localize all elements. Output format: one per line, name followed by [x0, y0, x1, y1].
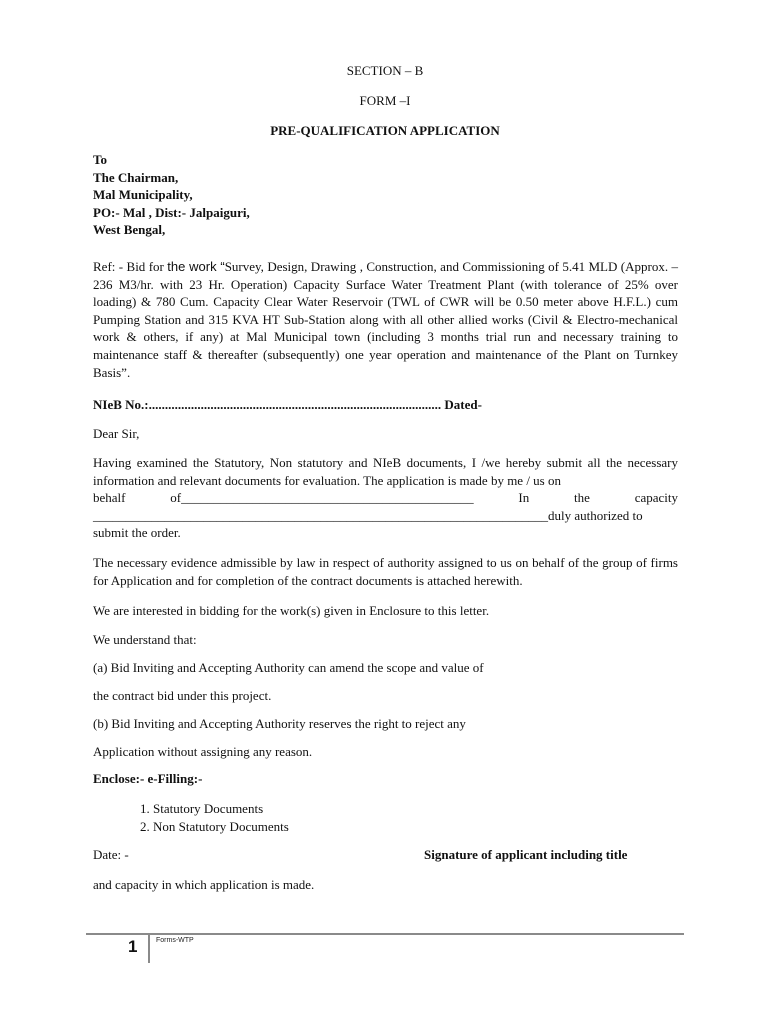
point-b-line-2: Application without assigning any reason.	[93, 744, 313, 759]
nieb-number-line: NIeB No.:.......................................................................................... Dated-	[93, 397, 482, 412]
submission-text: Having examined the Statutory, Non statutory and NIeB documents, I /we hereby submit all the necessary information and relevant documents for evaluation. The application is made by me / us on	[93, 455, 678, 488]
behalf-word: behalf	[93, 490, 126, 506]
address-block	[93, 151, 678, 239]
point-b-line-1: (b) Bid Inviting and Accepting Authority reserves the right to reject any	[93, 716, 466, 731]
signature-label: Signature of applicant including title	[424, 847, 628, 862]
submission-paragraph	[93, 454, 678, 542]
enclosure-item: 1. Statutory Documents	[140, 801, 264, 816]
behalf-blank: of_____________________________________________	[170, 490, 474, 506]
point-a-line-1: (a) Bid Inviting and Accepting Authority can amend the scope and value of	[93, 660, 484, 675]
enclosure-item: 2. Non Statutory Documents	[140, 818, 289, 834]
address-line: PO:- Mal , Dist:- Jalpaiguri,	[93, 204, 250, 220]
capacity-line: ______________________________________________________________________duly authorized to	[93, 507, 643, 523]
behalf-word: In	[518, 490, 530, 506]
behalf-word: the	[574, 490, 590, 506]
document-title: PRE-QUALIFICATION APPLICATION	[270, 123, 500, 138]
page-number: 1	[128, 937, 138, 956]
point-a-line-2: the contract bid under this project.	[93, 688, 272, 703]
footer-rule	[86, 933, 684, 935]
behalf-word: capacity	[634, 490, 678, 506]
address-line: To	[93, 152, 107, 167]
ref-quote-open: “	[216, 259, 225, 274]
interest-paragraph: We are interested in bidding for the work(s) given in Enclosure to this letter.	[93, 603, 490, 618]
enclosure-list	[140, 800, 289, 835]
reference-paragraph	[93, 258, 678, 381]
footer-label: Forms-WTP	[156, 937, 194, 944]
ref-prefix: Ref: - Bid for	[93, 259, 168, 274]
section-heading: SECTION – B	[346, 63, 424, 78]
footer-divider	[148, 935, 150, 963]
address-line: The Chairman,	[93, 169, 179, 185]
understand-heading: We understand that:	[93, 632, 197, 647]
date-label: Date: -	[93, 847, 129, 862]
ref-work-words: the work	[167, 259, 217, 274]
evidence-paragraph: The necessary evidence admissible by law in respect of authority assigned to us on behalf of the group of firms for Application and for completion of the contract documents is attached herewith.	[93, 555, 678, 588]
ref-description: Survey, Design, Drawing , Construction, and Commissioning of 5.41 MLD (Approx. – 236 M3/hr. with 23 Hr. Operation) Capacity Surface Water Treatment Plant (with tolerance of 25% over loading) & 780 Cum. Capacity Clear Water Reservoir (TWL of CWR will be 0.50 meter above H.F.L.) cum Pumping Station and 315 KVA HT Sub-Station along with all other allied works (Civil & Electro-mechanical work & others, if any) at Mal Municipal town (including 3 months trial run and necessary training to maintenance staff & thereafter (subsequently) one year operation and maintenance of the Plant on Turnkey Basis”.	[93, 259, 678, 380]
closing-line: and capacity in which application is made.	[93, 877, 315, 892]
enclose-heading: Enclose:- e-Filling:-	[93, 771, 203, 786]
salutation: Dear Sir,	[93, 426, 140, 441]
address-line: West Bengal,	[93, 222, 166, 238]
address-line: Mal Municipality,	[93, 187, 193, 203]
behalf-line	[93, 489, 678, 507]
submission-last-line: submit the order.	[93, 525, 181, 541]
form-heading: FORM –I	[359, 93, 411, 108]
